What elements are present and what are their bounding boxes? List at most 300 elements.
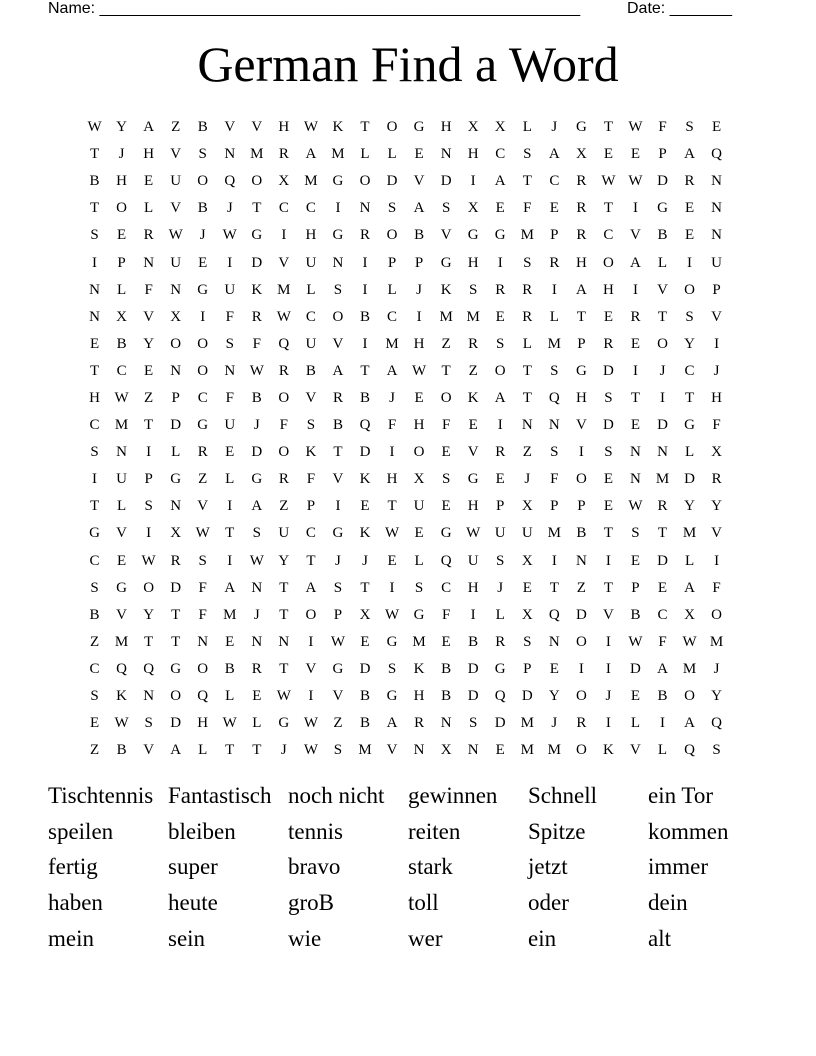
grid-letter: V: [224, 119, 236, 136]
grid-letter: U: [224, 417, 236, 434]
grid-letter: S: [333, 281, 343, 298]
grid-letter: E: [495, 742, 505, 759]
grid-letter: J: [713, 362, 720, 379]
grid-letter: E: [89, 335, 100, 352]
grid-letter: Z: [576, 579, 586, 596]
grid-row: [81, 304, 741, 331]
grid-letter: M: [655, 471, 670, 488]
grid-letter: C: [603, 227, 614, 244]
grid-letter: T: [630, 389, 641, 406]
grid-letter: S: [523, 254, 532, 271]
grid-letter: V: [116, 606, 127, 623]
grid-letter: X: [494, 119, 506, 136]
grid-letter: D: [251, 254, 263, 271]
grid-letter: P: [171, 389, 180, 406]
grid-letter: F: [441, 606, 451, 623]
grid-letter: C: [549, 173, 560, 190]
grid-letter: B: [441, 688, 452, 705]
grid-letter: D: [170, 417, 182, 434]
grid-letter: S: [144, 498, 153, 515]
grid-letter: I: [605, 552, 611, 569]
grid-letter: O: [575, 742, 587, 759]
grid-letter: K: [359, 471, 371, 488]
grid-letter: F: [550, 471, 559, 488]
grid-letter: O: [413, 444, 425, 461]
grid-letter: V: [116, 525, 127, 542]
grid-letter: T: [333, 444, 343, 461]
grid-letter: F: [658, 119, 667, 136]
grid-letter: E: [712, 119, 722, 136]
grid-letter: G: [657, 200, 668, 217]
grid-letter: K: [467, 389, 479, 406]
grid-letter: J: [524, 471, 531, 488]
grid-letter: T: [252, 200, 262, 217]
grid-letter: N: [89, 308, 100, 325]
grid-letter: O: [575, 633, 587, 650]
grid-letter: M: [385, 335, 399, 352]
grid-letter: D: [467, 660, 479, 677]
grid-letter: R: [576, 227, 587, 244]
grid-letter: O: [332, 308, 344, 325]
grid-letter: R: [711, 471, 722, 488]
word-list-item: reiten: [408, 818, 461, 844]
grid-letter: P: [712, 281, 721, 298]
grid-letter: Z: [333, 715, 343, 732]
grid-letter: X: [711, 444, 723, 461]
grid-letter: A: [494, 389, 506, 406]
grid-letter: Q: [494, 688, 506, 705]
grid-letter: E: [414, 146, 424, 163]
grid-letter: R: [576, 715, 587, 732]
grid-row: [81, 439, 741, 466]
grid-letter: E: [89, 715, 100, 732]
grid-letter: T: [171, 633, 181, 650]
grid-letter: R: [576, 173, 587, 190]
grid-letter: S: [333, 742, 343, 759]
grid-letter: V: [657, 281, 668, 298]
grid-letter: L: [630, 715, 641, 732]
grid-letter: I: [362, 281, 368, 298]
grid-letter: G: [684, 417, 695, 434]
grid-letter: S: [441, 471, 451, 488]
grid-letter: S: [523, 146, 532, 163]
grid-letter: H: [413, 688, 425, 705]
grid-letter: M: [250, 146, 264, 163]
grid-row: [81, 737, 741, 764]
grid-letter: K: [602, 742, 614, 759]
grid-letter: Q: [440, 552, 452, 569]
grid-letter: I: [146, 525, 152, 542]
grid-letter: B: [305, 362, 316, 379]
grid-letter: L: [306, 281, 316, 298]
grid-letter: T: [89, 200, 100, 217]
grid-letter: I: [470, 173, 476, 190]
grid-letter: U: [305, 254, 317, 271]
grid-letter: I: [714, 552, 720, 569]
grid-letter: G: [170, 660, 182, 677]
grid-letter: R: [495, 633, 506, 650]
grid-letter: F: [225, 389, 234, 406]
grid-letter: M: [682, 660, 697, 677]
grid-letter: M: [682, 525, 697, 542]
grid-letter: E: [630, 552, 641, 569]
grid-letter: H: [116, 173, 127, 190]
grid-letter: I: [308, 633, 314, 650]
grid-letter: N: [630, 444, 641, 461]
grid-letter: H: [305, 227, 317, 244]
grid-letter: S: [496, 335, 505, 352]
grid-letter: E: [441, 498, 451, 515]
word-list-item: wie: [288, 925, 322, 951]
grid-letter: G: [440, 525, 452, 542]
grid-letter: X: [521, 498, 533, 515]
grid-letter: L: [549, 308, 559, 325]
grid-letter: N: [89, 281, 100, 298]
grid-letter: S: [414, 579, 424, 596]
grid-letter: D: [602, 362, 614, 379]
grid-letter: C: [441, 579, 452, 596]
grid-letter: H: [413, 417, 425, 434]
grid-letter: U: [170, 254, 182, 271]
grid-letter: S: [712, 742, 721, 759]
grid-letter: E: [684, 200, 695, 217]
grid-letter: D: [684, 471, 695, 488]
grid-letter: I: [389, 579, 395, 596]
grid-letter: W: [466, 525, 481, 542]
grid-letter: E: [549, 200, 559, 217]
grid-letter: L: [684, 444, 695, 461]
grid-letter: N: [278, 633, 290, 650]
grid-letter: E: [603, 471, 613, 488]
grid-letter: S: [387, 660, 397, 677]
grid-row: [81, 412, 741, 439]
grid-letter: Z: [468, 362, 478, 379]
grid-letter: B: [89, 173, 100, 190]
grid-letter: F: [712, 579, 721, 596]
grid-letter: N: [711, 173, 723, 190]
grid-letter: G: [332, 227, 344, 244]
grid-letter: O: [575, 471, 587, 488]
grid-letter: I: [497, 417, 503, 434]
grid-letter: E: [414, 389, 424, 406]
grid-letter: O: [143, 579, 155, 596]
grid-letter: K: [359, 525, 371, 542]
grid-letter: M: [547, 742, 561, 759]
grid-letter: A: [684, 715, 695, 732]
grid-letter: F: [712, 417, 721, 434]
grid-letter: I: [362, 254, 368, 271]
grid-letter: P: [387, 254, 397, 271]
grid-letter: B: [359, 715, 370, 732]
grid-letter: Z: [89, 742, 100, 759]
grid-letter: C: [387, 308, 398, 325]
grid-letter: O: [170, 335, 182, 352]
grid-letter: I: [416, 308, 422, 325]
grid-letter: O: [494, 362, 506, 379]
grid-letter: E: [116, 552, 127, 569]
grid-letter: E: [495, 308, 505, 325]
grid-letter: T: [522, 362, 532, 379]
grid-letter: O: [197, 660, 209, 677]
grid-letter: Q: [711, 146, 723, 163]
grid-letter: L: [144, 200, 154, 217]
grid-letter: N: [143, 688, 155, 705]
grid-letter: H: [89, 389, 100, 406]
grid-letter: R: [630, 308, 641, 325]
grid-letter: D: [521, 688, 533, 705]
grid-letter: E: [441, 633, 451, 650]
grid-letter: J: [389, 389, 395, 406]
grid-letter: A: [575, 281, 587, 298]
grid-letter: T: [279, 606, 289, 623]
grid-letter: U: [494, 525, 506, 542]
grid-letter: T: [657, 525, 668, 542]
grid-letter: I: [660, 389, 665, 406]
grid-letter: J: [605, 688, 612, 705]
grid-letter: M: [277, 281, 291, 298]
grid-letter: X: [116, 308, 127, 325]
grid-letter: L: [225, 688, 235, 705]
word-list-item: wer: [408, 925, 443, 951]
grid-letter: N: [711, 227, 723, 244]
grid-letter: T: [360, 362, 370, 379]
grid-letter: W: [330, 633, 346, 650]
grid-letter: N: [224, 362, 236, 379]
grid-letter: T: [684, 389, 695, 406]
grid-row: [81, 168, 741, 195]
grid-letter: G: [197, 281, 209, 298]
grid-letter: E: [198, 254, 208, 271]
grid-letter: S: [144, 715, 153, 732]
grid-letter: D: [170, 715, 182, 732]
grid-letter: U: [170, 173, 182, 190]
word-list-item: noch nicht: [288, 783, 385, 808]
grid-letter: E: [630, 417, 641, 434]
grid-letter: B: [441, 660, 452, 677]
grid-letter: J: [713, 660, 720, 677]
grid-letter: P: [414, 254, 424, 271]
grid-row: [81, 358, 741, 385]
grid-letter: Z: [89, 633, 100, 650]
grid-letter: W: [303, 715, 318, 732]
grid-letter: S: [90, 579, 99, 596]
grid-letter: I: [200, 308, 206, 325]
grid-letter: V: [630, 742, 641, 759]
grid-letter: T: [279, 660, 289, 677]
grid-letter: I: [146, 444, 152, 461]
grid-letter: T: [144, 633, 154, 650]
word-list-item: super: [168, 854, 218, 880]
grid-letter: G: [413, 606, 425, 623]
grid-letter: L: [684, 552, 695, 569]
grid-row: [81, 575, 741, 602]
word-list-item: stark: [408, 854, 453, 880]
grid-letter: X: [359, 606, 371, 623]
grid-letter: T: [89, 498, 100, 515]
grid-letter: Q: [116, 660, 127, 677]
grid-letter: Q: [224, 173, 236, 190]
grid-letter: O: [657, 335, 668, 352]
word-list-item: groB: [288, 890, 334, 916]
grid-letter: I: [335, 200, 341, 217]
grid-letter: N: [711, 200, 723, 217]
grid-letter: G: [116, 579, 127, 596]
grid-letter: T: [576, 308, 586, 325]
grid-letter: N: [251, 579, 263, 596]
word-list-item: ein Tor: [648, 783, 714, 808]
grid-letter: O: [386, 119, 398, 136]
grid-letter: G: [575, 119, 587, 136]
grid-letter: Z: [441, 335, 451, 352]
grid-letter: W: [628, 119, 643, 136]
word-list-item: jetzt: [528, 854, 568, 880]
grid-letter: W: [276, 688, 291, 705]
grid-letter: O: [251, 173, 263, 190]
grid-letter: W: [141, 552, 156, 569]
grid-letter: N: [521, 417, 533, 434]
grid-letter: E: [630, 688, 641, 705]
grid-letter: I: [660, 715, 665, 732]
grid-letter: C: [89, 417, 100, 434]
grid-letter: J: [551, 715, 558, 732]
grid-letter: A: [494, 173, 506, 190]
grid-letter: R: [278, 146, 289, 163]
grid-letter: R: [495, 281, 506, 298]
grid-letter: M: [520, 742, 534, 759]
grid-letter: P: [658, 146, 667, 163]
grid-letter: I: [687, 254, 693, 271]
grid-letter: F: [198, 579, 207, 596]
grid-letter: D: [251, 444, 263, 461]
grid-letter: D: [657, 173, 668, 190]
grid-letter: R: [251, 660, 262, 677]
word-list-item: ein: [528, 925, 557, 951]
grid-letter: E: [387, 552, 397, 569]
grid-letter: W: [222, 715, 237, 732]
grid-letter: T: [225, 525, 235, 542]
grid-letter: I: [308, 688, 314, 705]
word-list-item: heute: [168, 890, 218, 916]
grid-letter: E: [360, 498, 370, 515]
grid-letter: T: [522, 173, 532, 190]
grid-letter: V: [170, 200, 182, 217]
grid-letter: N: [440, 715, 452, 732]
grid-letter: E: [144, 173, 154, 190]
grid-letter: W: [114, 389, 129, 406]
grid-row: [81, 141, 741, 168]
grid-letter: A: [386, 362, 398, 379]
grid-letter: D: [170, 579, 182, 596]
grid-letter: L: [116, 498, 127, 515]
grid-row: [81, 385, 741, 412]
grid-letter: H: [575, 389, 587, 406]
grid-letter: P: [550, 227, 559, 244]
grid-letter: T: [657, 308, 668, 325]
grid-letter: N: [548, 633, 560, 650]
word-list-item: gewinnen: [408, 783, 498, 808]
grid-letter: I: [281, 227, 287, 244]
grid-letter: U: [413, 498, 425, 515]
grid-letter: Z: [144, 389, 154, 406]
grid-letter: X: [413, 471, 425, 488]
grid-letter: V: [278, 254, 290, 271]
grid-letter: W: [384, 606, 400, 623]
grid-letter: T: [279, 579, 289, 596]
grid-letter: O: [170, 688, 182, 705]
grid-letter: V: [197, 498, 209, 515]
word-list-item: alt: [648, 925, 671, 951]
grid-letter: T: [89, 146, 100, 163]
grid-letter: W: [222, 227, 237, 244]
grid-letter: O: [359, 173, 371, 190]
grid-letter: J: [497, 579, 504, 596]
grid-letter: M: [331, 146, 345, 163]
grid-letter: A: [305, 579, 317, 596]
grid-letter: T: [360, 119, 370, 136]
grid-letter: O: [386, 227, 398, 244]
grid-letter: F: [387, 417, 397, 434]
grid-letter: Z: [522, 444, 532, 461]
grid-letter: W: [682, 633, 697, 650]
grid-letter: S: [496, 552, 505, 569]
grid-row: [81, 222, 741, 249]
grid-letter: W: [249, 552, 264, 569]
grid-letter: P: [523, 660, 532, 677]
grid-letter: I: [335, 498, 341, 515]
grid-letter: T: [603, 579, 613, 596]
grid-letter: B: [251, 389, 262, 406]
word-list-item: bleiben: [168, 818, 236, 844]
grid-letter: F: [225, 308, 234, 325]
grid-letter: W: [114, 715, 129, 732]
grid-letter: V: [170, 146, 182, 163]
grid-letter: M: [439, 308, 453, 325]
grid-letter: O: [278, 389, 290, 406]
grid-letter: X: [170, 308, 182, 325]
grid-letter: D: [467, 688, 479, 705]
grid-letter: W: [412, 362, 427, 379]
grid-letter: C: [305, 200, 316, 217]
grid-letter: C: [197, 389, 208, 406]
grid-letter: T: [522, 389, 532, 406]
grid-letter: G: [332, 660, 344, 677]
grid-letter: M: [223, 606, 237, 623]
grid-letter: W: [628, 173, 643, 190]
grid-letter: R: [576, 200, 587, 217]
grid-letter: W: [168, 227, 183, 244]
grid-letter: L: [387, 146, 397, 163]
grid-letter: N: [467, 742, 479, 759]
word-list-item: Schnell: [528, 783, 597, 808]
grid-letter: B: [414, 227, 425, 244]
grid-letter: S: [441, 200, 451, 217]
grid-letter: I: [551, 552, 557, 569]
grid-letter: G: [332, 173, 344, 190]
grid-letter: O: [602, 254, 614, 271]
grid-letter: R: [359, 227, 370, 244]
grid-letter: W: [303, 119, 318, 136]
grid-letter: R: [143, 227, 154, 244]
grid-letter: Y: [684, 335, 695, 352]
grid-letter: O: [575, 688, 587, 705]
grid-letter: O: [711, 606, 723, 623]
grid-letter: N: [116, 444, 127, 461]
grid-letter: J: [362, 552, 368, 569]
grid-letter: U: [305, 335, 317, 352]
grid-letter: Y: [548, 688, 560, 705]
grid-letter: G: [386, 633, 398, 650]
grid-letter: X: [521, 606, 533, 623]
